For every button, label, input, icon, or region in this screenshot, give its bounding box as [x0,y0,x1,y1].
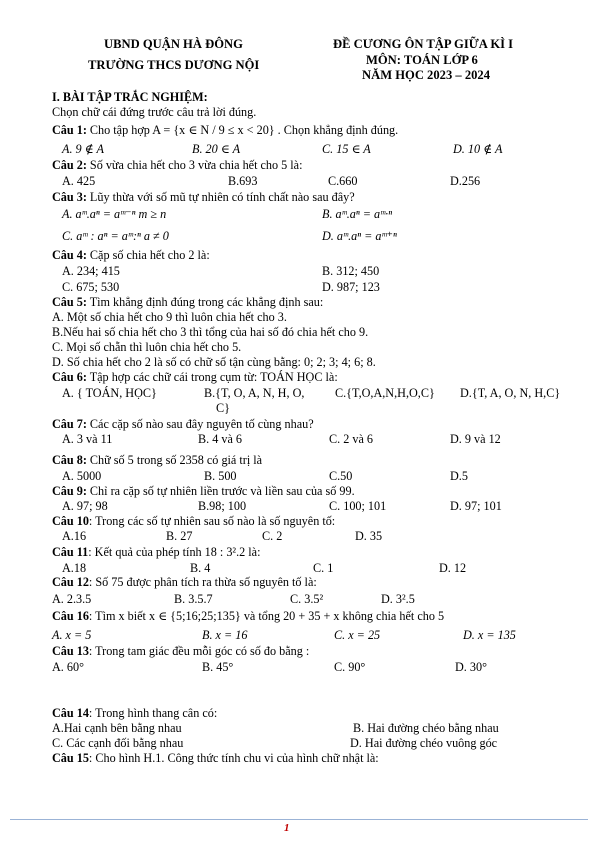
q1-option-b: B. 20 ∈ A [192,142,241,156]
q3-option-a: A. aᵐ.aⁿ = aᵐ⁻ⁿ m ≥ n [62,207,167,221]
question-label: Câu 1: [52,123,87,137]
footer-divider [10,819,588,820]
question-label: Câu 11 [52,545,89,559]
question-text: Chữ số 5 trong số 2358 có giá trị là [89,453,263,467]
subject-title: MÔN: TOÁN LỚP 6 [366,53,478,67]
q11-option-d: D. 12 [439,561,467,575]
q14-option-a: A.Hai cạnh bên bằng nhau [52,721,182,735]
q13-option-b: B. 45° [202,660,234,674]
q13-option-d: D. 30° [455,660,487,674]
question-label: Câu 2: [52,158,87,172]
question-label: Câu 4: [52,248,87,262]
q10-option-a: A.16 [62,529,87,543]
q9-option-b: B.98; 100 [198,499,247,513]
school-name: TRƯỜNG THCS DƯƠNG NỘI [88,58,260,72]
question-text: Các cặp số nào sau đây nguyên tố cùng nhau? [89,417,314,431]
q7-option-c: C. 2 và 6 [329,432,374,446]
question-6 [52,370,338,385]
q7-option-d: D. 9 và 12 [450,432,501,446]
q8-option-b: B. 500 [204,469,237,483]
q10-option-b: B. 27 [166,529,193,543]
question-text: Cặp số chia hết cho 2 là: [89,248,210,262]
question-text: : Trong hình thang cân có: [88,706,218,720]
question-text: : Cho hình H.1. Công thức tính chu vi của hình chữ nhật là: [88,751,379,765]
q11-option-a: A.18 [62,561,87,575]
question-text: Cho tập hợp A = {x ∈ N / 9 ≤ x < 20} . Chọn khẳng định đúng. [89,123,399,137]
q6-option-b: B.{T, O, A, N, H, O, [204,386,305,400]
q2-option-d: D.256 [450,174,481,188]
question-1 [52,123,398,138]
q12-option-a: A. 2.3.5 [52,592,92,606]
school-year: NĂM HỌC 2023 – 2024 [362,68,491,82]
question-4 [52,248,210,263]
question-11 [52,545,260,560]
question-label: Câu 6: [52,370,87,384]
q16-option-a: A. x = 5 [52,628,92,642]
question-text: : Trong tam giác đều mỗi góc có số đo bằng : [88,644,310,658]
q16-option-b: B. x = 16 [202,628,248,642]
q5-option-b: B.Nếu hai số chia hết cho 3 thì tổng của hai số đó chia hết cho 9. [52,325,369,339]
question-14 [52,706,217,721]
question-label: Câu 3: [52,190,87,204]
question-3 [52,190,355,205]
q9-option-d: D. 97; 101 [450,499,502,513]
q9-option-a: A. 97; 98 [62,499,108,513]
q12-option-b: B. 3.5.7 [174,592,213,606]
question-2 [52,158,302,173]
document-title: ĐỀ CƯƠNG ÔN TẬP GIỮA KÌ I [333,37,514,51]
q13-option-c: C. 90° [334,660,366,674]
q13-option-a: A. 60° [52,660,84,674]
question-text: : Số 75 được phân tích ra thừa số nguyên tố là: [88,575,317,589]
question-12 [52,575,317,590]
question-label: Câu 9: [52,484,87,498]
question-label: Câu 7: [52,417,87,431]
q14-option-c: C. Các cạnh đối bằng nhau [52,736,184,750]
q11-option-c: C. 1 [313,561,334,575]
q5-option-a: A. Một số chia hết cho 9 thì luôn chia hết cho 3. [52,310,287,324]
question-8 [52,453,262,468]
q6-option-d: D.{T, A, O, N, H,C} [460,386,561,400]
question-label: Câu 10 [52,514,89,528]
section-title: I. BÀI TẬP TRẮC NGHIỆM: [52,90,208,104]
q6-option-a: A. { TOÁN, HỌC} [62,386,157,400]
question-text: : Trong các số tự nhiên sau số nào là số nguyên tố: [88,514,336,528]
q4-option-c: C. 675; 530 [62,280,120,294]
q14-option-b: B. Hai đường chéo bằng nhau [353,721,499,735]
question-10 [52,514,335,529]
q14-option-d: D. Hai đường chéo vuông góc [350,736,498,750]
q2-option-c: C.660 [328,174,358,188]
q9-option-c: C. 100; 101 [329,499,387,513]
q3-option-b: B. aᵐ.aⁿ = aᵐ·ⁿ [322,207,393,221]
section-instruction: Chọn chữ cái đứng trước câu trả lời đúng. [52,105,257,119]
question-5 [52,295,323,310]
q8-option-a: A. 5000 [62,469,102,483]
question-13 [52,644,309,659]
q2-option-a: A. 425 [62,174,96,188]
q10-option-d: D. 35 [355,529,383,543]
q16-option-d: D. x = 135 [463,628,516,642]
question-9 [52,484,355,499]
q4-option-d: D. 987; 123 [322,280,380,294]
question-label: Câu 5: [52,295,87,309]
q7-option-b: B. 4 và 6 [198,432,243,446]
q2-option-b: B.693 [228,174,258,188]
q4-option-a: A. 234; 415 [62,264,120,278]
question-text: Số vừa chia hết cho 3 vừa chia hết cho 5 là: [89,158,303,172]
question-text: : Kết quả của phép tính 18 : 3².2 là: [88,545,261,559]
q12-option-c: C. 3.5² [290,592,324,606]
question-15 [52,751,379,766]
q8-option-d: D.5 [450,469,468,483]
page-number: 1 [284,822,290,834]
q6-option-b-cont: C} [216,401,230,415]
question-16 [52,609,444,624]
question-text: Chỉ ra cặp số tự nhiên liền trước và liền sau của số 99. [89,484,355,498]
question-label: Câu 16 [52,609,89,623]
q1-option-d: D. 10 ∉ A [453,142,503,156]
question-label: Câu 8: [52,453,87,467]
q5-option-d: D. Số chia hết cho 2 là số có chữ số tận cùng bằng: 0; 2; 3; 4; 6; 8. [52,355,376,369]
school-district: UBND QUẬN HÀ ĐÔNG [104,37,243,51]
q12-option-d: D. 3².5 [381,592,415,606]
question-label: Câu 12 [52,575,89,589]
q10-option-c: C. 2 [262,529,283,543]
q11-option-b: B. 4 [190,561,211,575]
question-text: Tập hợp các chữ cái trong cụm từ: TOÁN HỌC là: [89,370,338,384]
question-7 [52,417,314,432]
q1-option-a: A. 9 ∉ A [62,142,104,156]
q7-option-a: A. 3 và 11 [62,432,113,446]
question-text: : Tìm x biết x ∈ {5;16;25;135} và tổng 20 + 35 + x không chia hết cho 5 [88,609,445,623]
question-text: Lũy thừa với số mũ tự nhiên có tính chất nào sau đây? [89,190,355,204]
q3-option-d: D. aᵐ.aⁿ = aᵐ⁺ⁿ [322,229,397,243]
q4-option-b: B. 312; 450 [322,264,380,278]
q16-option-c: C. x = 25 [334,628,381,642]
question-text: Tìm khẳng định đúng trong các khẳng định sau: [89,295,324,309]
question-label: Câu 14 [52,706,89,720]
q3-option-c: C. aᵐ : aⁿ = aᵐ:ⁿ a ≠ 0 [62,229,169,243]
question-label: Câu 15 [52,751,89,765]
q6-option-c: C.{T,O,A,N,H,O,C} [335,386,435,400]
q1-option-c: C. 15 ∈ A [322,142,371,156]
question-label: Câu 13 [52,644,89,658]
q5-option-c: C. Mọi số chẵn thì luôn chia hết cho 5. [52,340,242,354]
q8-option-c: C.50 [329,469,353,483]
